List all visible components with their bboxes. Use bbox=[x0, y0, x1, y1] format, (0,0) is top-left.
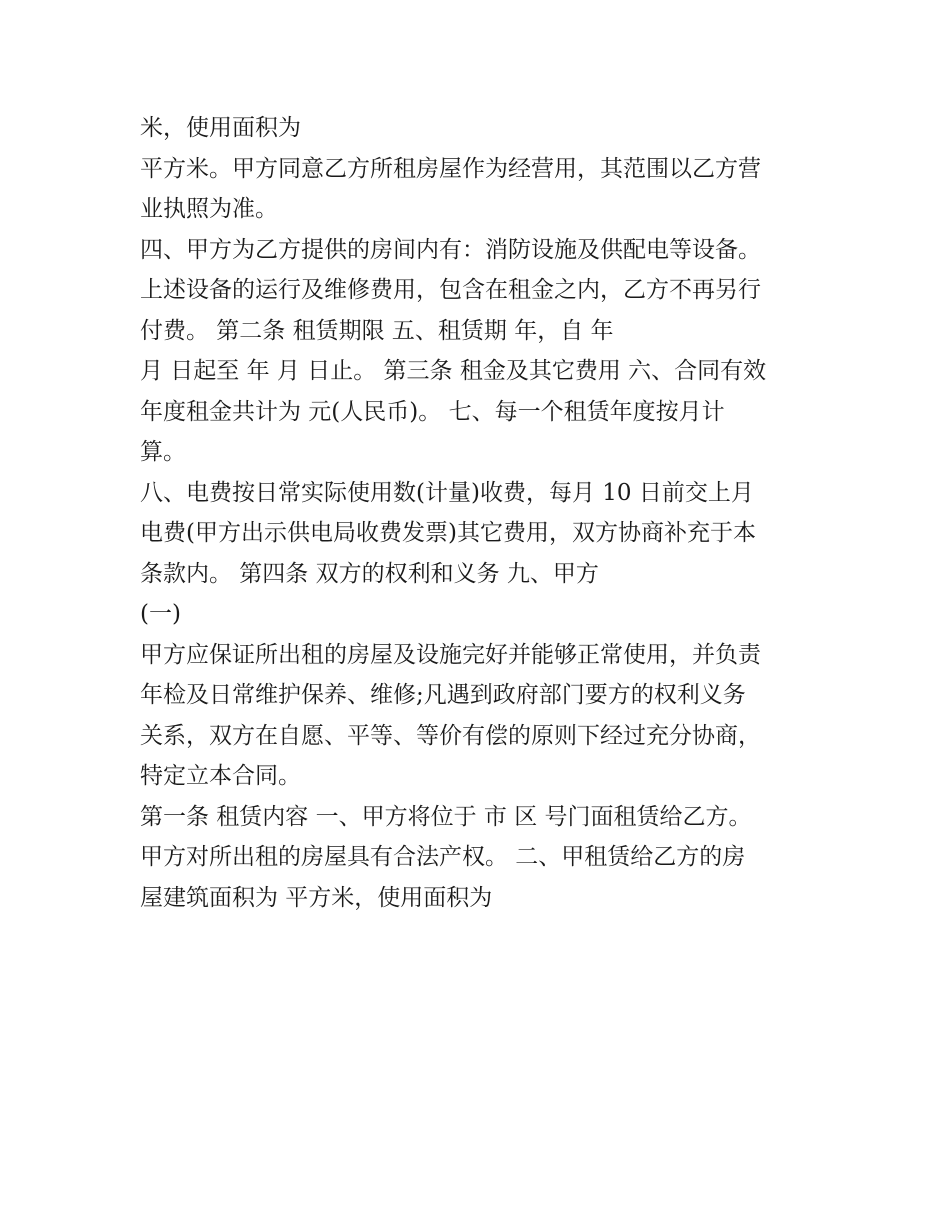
text-line: 关系，双方在自愿、平等、等价有偿的原则下经过充分协商， bbox=[140, 722, 761, 749]
text-line: 米，使用面积为 bbox=[140, 115, 301, 141]
text-line: 甲方对所出租的房屋具有合法产权。 二、甲租赁给乙方的房 bbox=[140, 844, 746, 870]
text-line: 屋建筑面积为 平方米，使用面积为 bbox=[140, 884, 493, 911]
text-line: (一) bbox=[140, 601, 181, 627]
text-line: 年检及日常维护保养、维修;凡遇到政府部门要方的权利义务 bbox=[140, 682, 746, 708]
text-line: 条款内。 第四条 双方的权利和义务 九、甲方 bbox=[140, 560, 599, 587]
text-line: 八、电费按日常实际使用数(计量)收费，每月 10 日前交上月 bbox=[140, 479, 754, 506]
text-line: 电费(甲方出示供电局收费发票)其它费用，双方协商补充于本 bbox=[140, 520, 756, 546]
text-line: 月 日起至 年 月 日止。 第三条 租金及其它费用 六、合同有效 bbox=[140, 358, 767, 384]
text-line: 特定立本合同。 bbox=[140, 763, 301, 789]
text-line: 年度租金共计为 元(人民币)。 七、每一个租赁年度按月计 bbox=[140, 398, 725, 425]
text-line: 业执照为准。 bbox=[140, 196, 278, 222]
text-line: 算。 bbox=[140, 439, 186, 465]
text-line: 付费。 第二条 租赁期限 五、租赁期 年，自 年 bbox=[140, 317, 614, 344]
text-line: 甲方应保证所出租的房屋及设施完好并能够正常使用，并负责 bbox=[140, 641, 761, 668]
text-line: 平方米。甲方同意乙方所租房屋作为经营用，其范围以乙方营 bbox=[140, 155, 761, 182]
text-line: 第一条 租赁内容 一、甲方将位于 市 区 号门面租赁给乙方。 bbox=[140, 803, 752, 830]
text-line: 上述设备的运行及维修费用，包含在租金之内，乙方不再另行 bbox=[140, 277, 761, 303]
document-body bbox=[140, 108, 830, 918]
text-line: 四、甲方为乙方提供的房间内有：消防设施及供配电等设备。 bbox=[140, 236, 761, 263]
